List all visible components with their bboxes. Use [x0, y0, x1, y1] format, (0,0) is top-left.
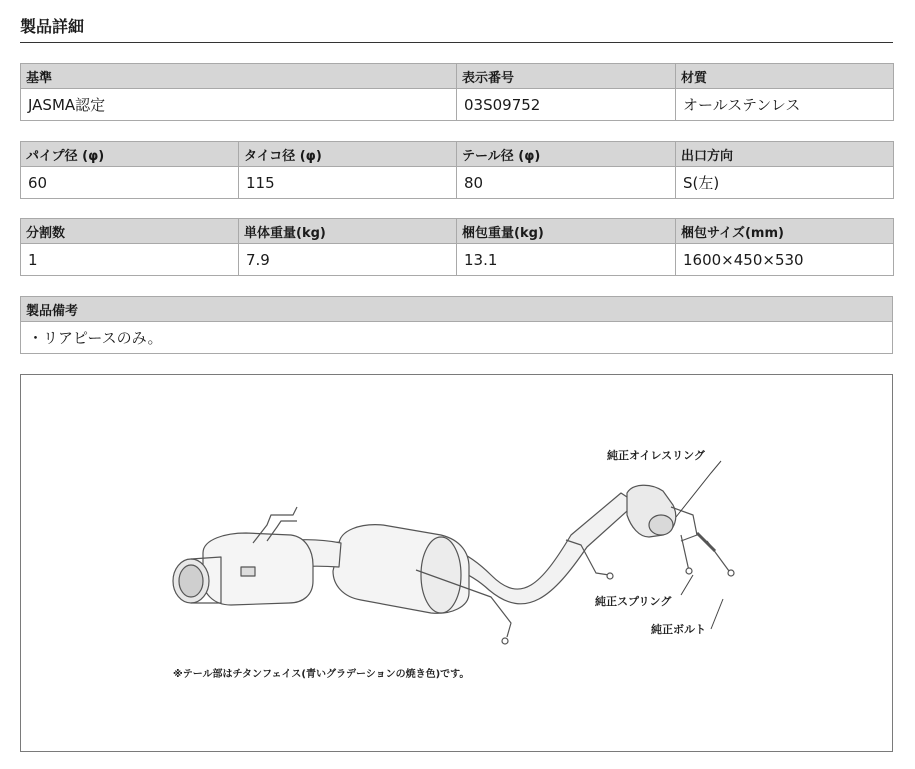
value-exit-direction: S(左) — [676, 167, 894, 199]
callout-bolt: 純正ボルト — [651, 623, 706, 636]
value-display-number: 03S09752 — [457, 89, 676, 121]
spec-table-dimensions — [20, 141, 894, 199]
header-remarks: 製品備考 — [21, 297, 893, 322]
table-header-row — [21, 64, 894, 89]
value-tail-diameter: 80 — [457, 167, 676, 199]
header-tail-diameter: テール径 (φ) — [457, 142, 676, 167]
value-piece-count: 1 — [21, 244, 239, 276]
value-remarks: ・リアピースのみ。 — [21, 322, 893, 354]
table-row — [21, 244, 894, 276]
title-divider — [20, 42, 893, 43]
table-header-row — [21, 142, 894, 167]
value-material: オールステンレス — [676, 89, 894, 121]
value-package-weight: 13.1 — [457, 244, 676, 276]
value-package-size: 1600×450×530 — [676, 244, 894, 276]
header-piece-count: 分割数 — [21, 219, 239, 244]
header-pipe-diameter: パイプ径 (φ) — [21, 142, 239, 167]
value-standard: JASMA認定 — [21, 89, 457, 121]
header-exit-direction: 出口方向 — [676, 142, 894, 167]
value-muffler-diameter: 115 — [239, 167, 457, 199]
table-row — [21, 89, 894, 121]
product-diagram — [20, 374, 893, 752]
header-display-number: 表示番号 — [457, 64, 676, 89]
exhaust-illustration — [21, 375, 892, 751]
value-pipe-diameter: 60 — [21, 167, 239, 199]
section-title: 製品詳細 — [20, 17, 85, 36]
table-header-row — [21, 219, 894, 244]
header-muffler-diameter: タイコ径 (φ) — [239, 142, 457, 167]
header-standard: 基準 — [21, 64, 457, 89]
table-row — [21, 322, 893, 354]
spec-table-standard — [20, 63, 894, 121]
header-material: 材質 — [676, 64, 894, 89]
header-unit-weight: 単体重量(kg) — [239, 219, 457, 244]
spec-table-remarks — [20, 296, 893, 354]
value-unit-weight: 7.9 — [239, 244, 457, 276]
table-header-row — [21, 297, 893, 322]
callout-spring: 純正スプリング — [595, 595, 672, 608]
callout-oiles-ring: 純正オイレスリング — [607, 449, 705, 462]
header-package-weight: 梱包重量(kg) — [457, 219, 676, 244]
table-row — [21, 167, 894, 199]
diagram-note: ※テール部はチタンフェイス(青いグラデーションの焼き色)です。 — [173, 669, 470, 680]
header-package-size: 梱包サイズ(mm) — [676, 219, 894, 244]
spec-table-weights — [20, 218, 894, 276]
